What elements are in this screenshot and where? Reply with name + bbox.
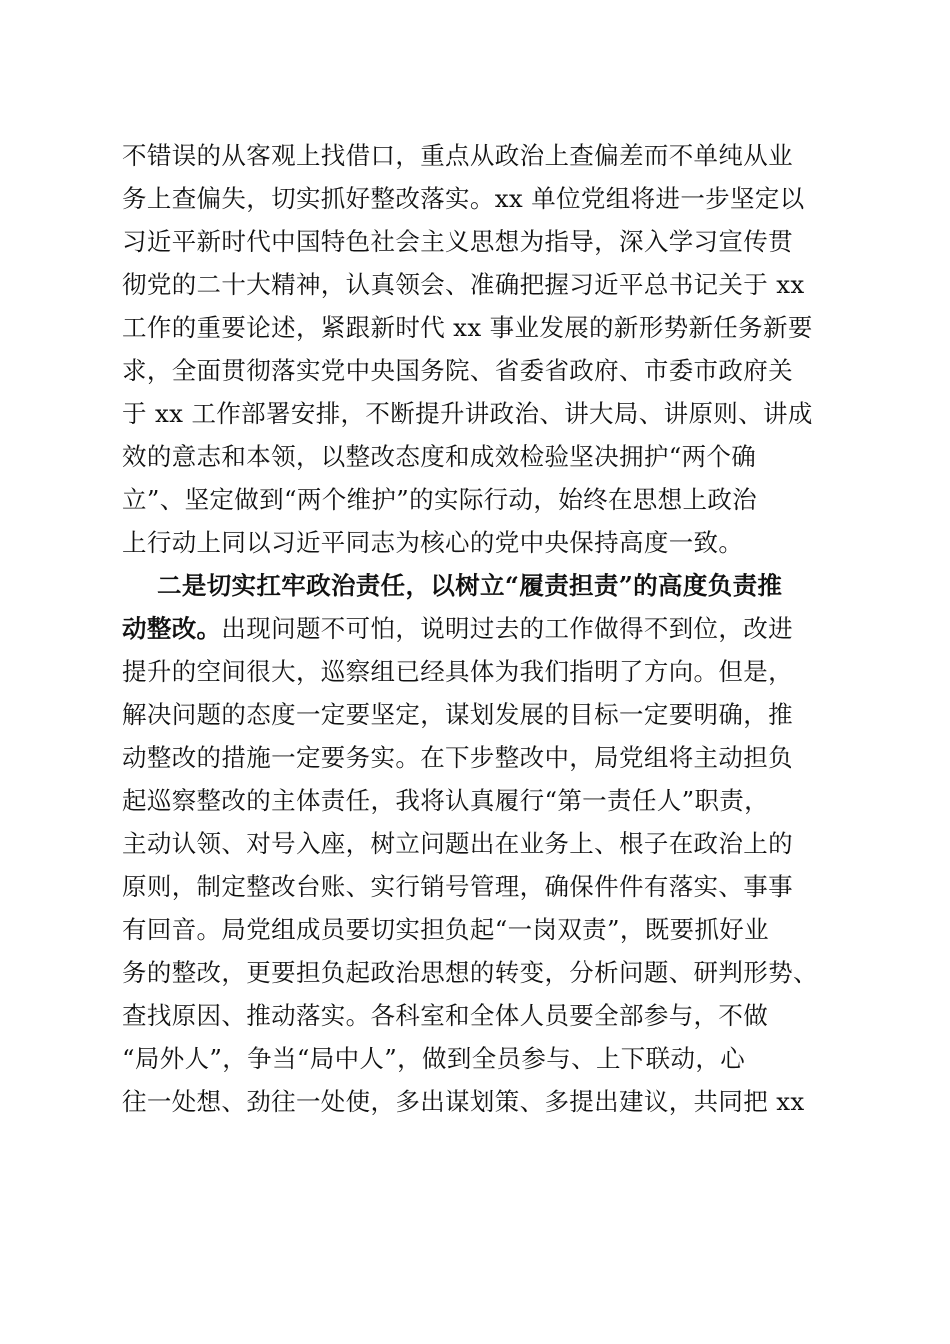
paragraph-1-line-3: 习近平新时代中国特色社会主义思想为指导，深入学习宣传贯 [122,227,793,256]
paragraph-2-line-9: 有回音。局党组成员要切实担负起“一岗双责”，既要抓好业 [122,915,769,944]
paragraph-2-line-2 [122,613,793,645]
paragraph-1-line-7: 于 xx 工作部署安排，不断提升讲政治、讲大局、讲原则、讲成 [122,399,813,428]
paragraph-2-line-13: 往一处想、劲往一处使，多出谋划策、多提出建议，共同把 xx [122,1087,805,1116]
paragraph-1-line-2: 务上查偏失，切实抓好整改落实。xx 单位党组将进一步坚定以 [122,184,805,213]
paragraph-1-line-9: 立”、坚定做到“两个维护”的实际行动，始终在思想上政治 [122,485,758,514]
paragraph-2-line-7: 主动认领、对号入座，树立问题出在业务上、根子在政治上的 [122,829,793,858]
paragraph-2-line-12: “局外人”，争当“局中人”，做到全员参与、上下联动，心 [122,1044,746,1073]
paragraph-2-line-4: 解决问题的态度一定要坚定，谋划发展的目标一定要明确，推 [122,700,793,729]
paragraph-1-line-4: 彻党的二十大精神，认真领会、准确把握习近平总书记关于 xx [122,270,805,299]
paragraph-1-line-6: 求，全面贯彻落实党中央国务院、省委省政府、市委市政府关 [122,356,793,385]
paragraph-2-line-5: 动整改的措施一定要务实。在下步整改中，局党组将主动担负 [122,743,793,772]
paragraph-2-line-10: 务的整改，更要担负起政治思想的转变，分析问题、研判形势、 [122,958,818,987]
paragraph-2-heading: 二是切实扛牢政治责任，以树立“履责担责”的高度负责推 [157,571,783,600]
paragraph-2-line-11: 查找原因、推动落实。各科室和全体人员要全部参与，不做 [122,1001,769,1030]
paragraph-1-line-10: 上行动上同以习近平同志为核心的党中央保持高度一致。 [122,528,744,557]
paragraph-1-line-1: 不错误的从客观上找借口，重点从政治上查偏差而不单纯从业 [122,141,793,170]
paragraph-1-line-8: 效的意志和本领，以整改态度和成效检验坚决拥护“两个确 [122,442,757,471]
paragraph-2-line-3: 提升的空间很大，巡察组已经具体为我们指明了方向。但是， [122,657,793,686]
paragraph-1-line-5: 工作的重要论述，紧跟新时代 xx 事业发展的新形势新任务新要 [122,313,813,342]
paragraph-2-line-2-text: 出现问题不可怕，说明过去的工作做得不到位，改进 [221,614,793,643]
paragraph-2-line-8: 原则，制定整改台账、实行销号管理，确保件件有落实、事事 [122,872,793,901]
paragraph-2-line-6: 起巡察整改的主体责任，我将认真履行“第一责任人”职责， [122,786,769,815]
paragraph-2-heading-end: 动整改。 [122,614,222,643]
